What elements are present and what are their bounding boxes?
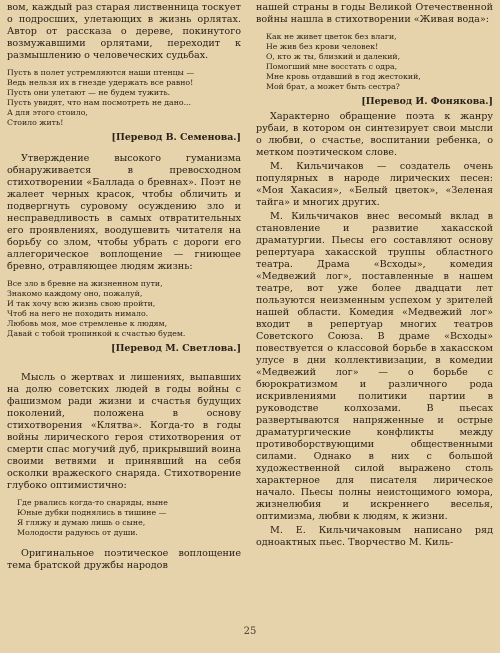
poem-line: Пусть они улетают — не будем тужить. [7,88,171,97]
poem-living-water [256,32,493,92]
translator-credit: [Перевод М. Светлова.] [111,343,241,354]
page-number: 25 [243,626,257,637]
paragraph-intro: вом, каждый раз старая лиственница тоскует о подросших, улетающих в жизнь орлятах. Автор от рассказа о дереве, покинутого возмужавшими орлятами, переходит к размышлению о человеческих судьбах. [7,2,241,61]
left-column [7,2,241,572]
poem-line: Стоило жить! [7,118,64,127]
poem-line: А для этого стоило, [7,108,88,117]
paragraph-drama: М. Кильчичаков внес весомый вклад в становление и развитие хакасской драматургии. Пьесы его составляют основу репертуара хакасской труппы областного театра. Драма «Всходы», комедия «Медвежий лог», поставленные в нашем театре, вот уже более двадцати лет пользуются неизменным успехом у зрителей нашей области. Комедия «Медвежий лог» входит в репертуар многих театров Советского Союза. В драме «Всходы» повествуется о классовой борьбе в хакасском улусе в дни коллективизации, в комедии «Медвежий лог» — о борьбе с бюрократизмом и различного рода искривлениями политики партии в руководстве колхозами. В пьесах развертываются напряженные и острые драматургические конфликты между противоборствующими общественными силами. Однако в них с большой художественной силой выражено столь характерное для писателя лирическое начало. Пьесы полны неистощимого юмора, жизнелюбия и искреннего веселья, оптимизма, любви к людям, к жизни. [256,211,493,522]
paragraph-friendship: Оригинальное поэтическое воплощение тема братской дружбы народов [7,548,241,571]
poem-line: Мой брат, а может быть сестра? [266,82,400,91]
paragraph-country: нашей страны в годы Великой Отечественной войны нашла в стихотворении «Живая вода»: [256,2,493,25]
poem-line: Юные дубки поднялись в тишине — [17,508,167,517]
poem-line: Пусть увидят, что нам посмотреть не дано... [7,98,192,107]
right-column [256,2,493,549]
poem-line: Мне кровь отдавший в год жестокий, [266,72,421,81]
poem-line: Не жив без крови человек! [266,42,379,51]
poem-line: Ведь нельзя их в гнезде удержать все равно! [7,78,194,87]
translator-credit: [Перевод В. Семенова.] [111,132,241,143]
poem-line: Давай с тобой тропинкой к счастью будем. [7,329,186,338]
poem-line: Пусть в полет устремляются наши птенцы — [7,68,195,77]
poem-oaks [7,498,241,538]
poem-line: Все зло в бревне на жизненном пути, [7,279,163,288]
poem-line: Помогший мне восстать с одра, [266,62,398,71]
paragraph-humanism: Утверждение высокого гуманизма обнаруживается в превосходном стихотворении «Баллада о бревнах». Поэт не жалеет черных красок, чтобы обличить и подвергнуть суровому осуждению зло и несправедливость в самых отвратительных его проявлениях, воодушевить читателя на борьбу со злом, чтобы убрать с дороги его аллегорическое воплощение — гниющее бревно, отравляющее людям жизнь: [7,153,241,272]
poem-line: Чтоб на него не походить нимало. [7,309,149,318]
poem-line: Как не живет цветок без влаги, [266,32,397,41]
poem-log [7,279,241,339]
poem-line: Где рвались когда-то снаряды, ныне [17,498,168,507]
poem-line: Знакомо каждому оно, пожалуй, [7,289,143,298]
poem-line: Любовь моя, мое стремленье к людям, [7,319,168,328]
poem-line: О, кто ж ты, близкий и далекий, [266,52,401,61]
poem-line: Молодости радуюсь от души. [17,528,138,537]
paragraph-war: Мысль о жертвах и лишениях, выпавших на долю советских людей в годы войны с фашизмом ради жизни и счастья будущих поколений, положена в основу стихотворения «Клятва». Когда-то в годы войны лирического героя стихотворения от смерти спас могучий дуб, прикрывший воина своими ветвями и принявший на себя осколки вражеского снаряда. Стихотворение глубоко оптимистично: [7,372,241,491]
poem-nestlings [7,68,241,128]
paragraph-one-act-plays: М. Е. Кильчичаковым написано ряд одноактных пьес. Творчество М. Киль- [256,525,493,548]
paragraph-songs: М. Кильчичаков — создатель очень популярных в народе лирических песен: «Моя Хакасия», «Белый цветок», «Зеленая тайга» и многих других. [256,161,493,208]
translator-credit: [Перевод И. Фонякова.] [361,96,493,107]
paragraph-rubai: Характерно обращение поэта к жанру рубаи, в котором он синтезирует свои мысли о любви, о счастье, воспитании ребенка, о метком поэтическом слове. [256,111,493,158]
poem-line: И так хочу всю жизнь свою пройти, [7,299,156,308]
poem-line: Я гляжу и думаю лишь о сыне, [17,518,146,527]
